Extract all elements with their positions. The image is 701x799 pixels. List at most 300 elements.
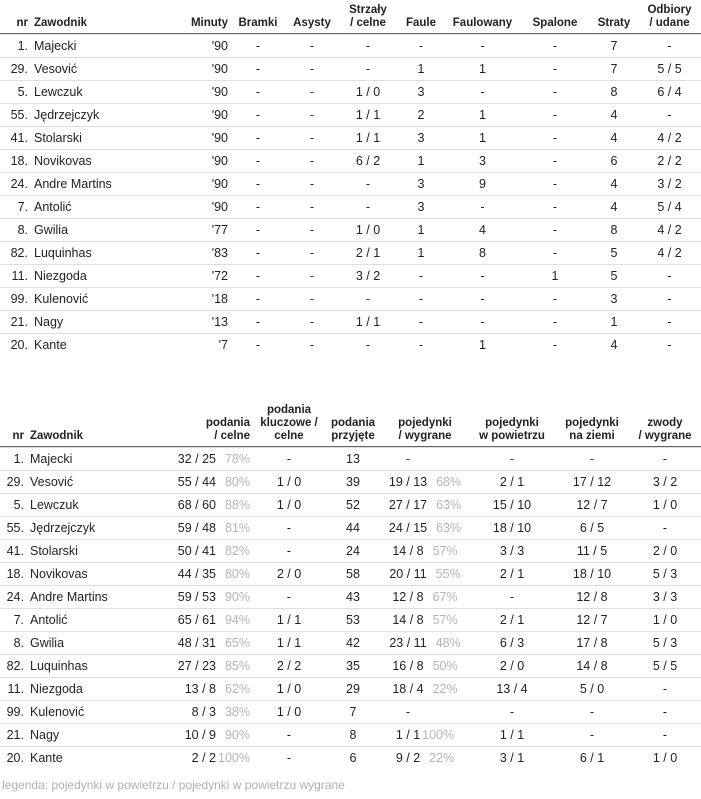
key-passes: 1 / 0 [253, 700, 325, 723]
offsides: - [520, 172, 590, 195]
table-row [0, 493, 701, 516]
tackles: 5 / 5 [638, 57, 701, 80]
ground-duels: 6 / 1 [555, 746, 629, 769]
passes [171, 746, 253, 769]
col-fouls: Faule [397, 4, 445, 34]
fouls: 3 [397, 126, 445, 149]
tackles: 5 / 4 [638, 195, 701, 218]
col-key-passes-line3: celne [274, 430, 304, 442]
player-name: Nagy [27, 723, 171, 746]
passes-percent: 38% [224, 705, 250, 719]
key-passes: - [253, 516, 325, 539]
assists: - [285, 333, 339, 356]
passes-value: 44 / 35 [177, 567, 216, 581]
row-nr: 20. [0, 333, 31, 356]
row-nr: 82. [0, 654, 27, 677]
assists: - [285, 172, 339, 195]
tackles: 3 / 2 [638, 172, 701, 195]
player-name: Novikovas [31, 149, 161, 172]
table-row [0, 126, 701, 149]
passes-received: 24 [325, 539, 381, 562]
row-nr: 11. [0, 264, 31, 287]
passes-value: 68 / 60 [177, 498, 216, 512]
duels-percent: 67% [432, 590, 458, 604]
table-row [0, 700, 701, 723]
duels-value: 1 / 1 [395, 728, 421, 742]
shots: 1 / 1 [339, 103, 397, 126]
col-dribbles-line2: / wygrane [638, 430, 692, 442]
aerial-duels: 3 / 1 [469, 746, 555, 769]
losses: 5 [590, 264, 638, 287]
duels-percent: 48% [435, 636, 461, 650]
goals: - [231, 172, 285, 195]
table-row [0, 562, 701, 585]
row-nr: 18. [0, 562, 27, 585]
passes-received: 8 [325, 723, 381, 746]
ground-duels: 12 / 7 [555, 608, 629, 631]
dribbles: 5 / 3 [629, 631, 701, 654]
dribbles: - [629, 723, 701, 746]
goals: - [231, 57, 285, 80]
tackles: - [638, 34, 701, 57]
fouled: 4 [445, 218, 520, 241]
shots: 6 / 2 [339, 149, 397, 172]
dribbles: 3 / 2 [629, 470, 701, 493]
col-goals: Bramki [231, 4, 285, 34]
assists: - [285, 287, 339, 310]
col-key-passes-line1: podania [266, 404, 312, 416]
passing-duels-body [0, 447, 701, 769]
table-row [0, 149, 701, 172]
dribbles: - [629, 516, 701, 539]
passes [171, 654, 253, 677]
key-passes: - [253, 585, 325, 608]
passes-percent: 85% [224, 659, 250, 673]
duels-percent: 100% [422, 728, 455, 742]
row-nr: 18. [0, 149, 31, 172]
fouls: 1 [397, 218, 445, 241]
fouled: - [445, 287, 520, 310]
assists: - [285, 149, 339, 172]
col-nr: nr [0, 404, 27, 447]
row-nr: 24. [0, 172, 31, 195]
duels [381, 493, 469, 516]
dribbles: 5 / 3 [629, 562, 701, 585]
row-nr: 21. [0, 723, 27, 746]
losses: 7 [590, 57, 638, 80]
player-name: Antolić [27, 608, 171, 631]
col-duels-line2: / wygrane [398, 430, 452, 442]
aerial-duels: 2 / 1 [469, 608, 555, 631]
passes-received: 53 [325, 608, 381, 631]
passes-value: 2 / 2 [191, 751, 216, 765]
passes-percent: 65% [224, 636, 250, 650]
passes-received: 44 [325, 516, 381, 539]
passes [171, 585, 253, 608]
col-aerial-line2: w powietrzu [479, 430, 545, 442]
key-passes: - [253, 723, 325, 746]
duels [381, 562, 469, 585]
assists: - [285, 264, 339, 287]
duels [381, 723, 469, 746]
passes [171, 516, 253, 539]
tackles: 4 / 2 [638, 241, 701, 264]
minutes: '90 [161, 126, 231, 149]
dribbles: 3 / 3 [629, 585, 701, 608]
minutes: '7 [161, 333, 231, 356]
aerial-duels: 3 / 3 [469, 539, 555, 562]
passes-received: 13 [325, 447, 381, 470]
losses: 6 [590, 149, 638, 172]
ground-duels: 12 / 8 [555, 585, 629, 608]
duels-value: 23 / 11 [389, 636, 427, 650]
fouled: - [445, 264, 520, 287]
assists: - [285, 241, 339, 264]
losses: 8 [590, 80, 638, 103]
assists: - [285, 34, 339, 57]
shots: 3 / 2 [339, 264, 397, 287]
fouls: - [397, 264, 445, 287]
table-row [0, 241, 701, 264]
passes-percent: 78% [224, 452, 250, 466]
col-duels [381, 404, 469, 447]
key-passes: 1 / 1 [253, 631, 325, 654]
goals: - [231, 149, 285, 172]
table-row [0, 310, 701, 333]
aerial-duels: - [469, 585, 555, 608]
assists: - [285, 218, 339, 241]
passes [171, 562, 253, 585]
row-nr: 1. [0, 34, 31, 57]
row-nr: 29. [0, 470, 27, 493]
player-name: Jędrzejczyk [27, 516, 171, 539]
passes-received: 6 [325, 746, 381, 769]
passes [171, 723, 253, 746]
table-row [0, 287, 701, 310]
duels [381, 539, 469, 562]
offsides: - [520, 126, 590, 149]
player-name: Majecki [31, 34, 161, 57]
shots: 1 / 0 [339, 80, 397, 103]
duels [381, 585, 469, 608]
shots: - [339, 195, 397, 218]
shots: - [339, 57, 397, 80]
duels [381, 608, 469, 631]
row-nr: 55. [0, 516, 27, 539]
tackles: - [638, 333, 701, 356]
player-name: Kulenović [27, 700, 171, 723]
table-row [0, 677, 701, 700]
duels [381, 746, 469, 769]
tackles: 4 / 2 [638, 126, 701, 149]
shots: 2 / 1 [339, 241, 397, 264]
player-name: Lewczuk [31, 80, 161, 103]
goals: - [231, 264, 285, 287]
passes [171, 493, 253, 516]
passes-percent: 80% [224, 475, 250, 489]
passes [171, 608, 253, 631]
duels-value: 18 / 4 [392, 682, 424, 696]
fouled: 1 [445, 103, 520, 126]
key-passes: 1 / 0 [253, 493, 325, 516]
duels [381, 700, 469, 723]
col-ground-line1: pojedynki [565, 417, 619, 429]
table-row [0, 333, 701, 356]
player-name: Niezgoda [31, 264, 161, 287]
duels [381, 516, 469, 539]
goals: - [231, 80, 285, 103]
shots: - [339, 333, 397, 356]
player-name: Majecki [27, 447, 171, 470]
col-tackles-line1: Odbiory [647, 4, 692, 16]
fouls: - [397, 333, 445, 356]
aerial-duels: - [469, 447, 555, 470]
player-name: Lewczuk [27, 493, 171, 516]
passes [171, 631, 253, 654]
passes-received: 52 [325, 493, 381, 516]
row-nr: 1. [0, 447, 27, 470]
shots: - [339, 287, 397, 310]
losses: 7 [590, 34, 638, 57]
passes-percent: 80% [224, 567, 250, 581]
player-name: Andre Martins [27, 585, 171, 608]
offsides: - [520, 80, 590, 103]
passes-value: 65 / 61 [177, 613, 216, 627]
duels-percent: 63% [436, 521, 462, 535]
goals: - [231, 218, 285, 241]
fouls: 3 [397, 195, 445, 218]
tackles: - [638, 103, 701, 126]
goals: - [231, 310, 285, 333]
passes-percent: 100% [218, 751, 250, 765]
duels-percent: 55% [435, 567, 461, 581]
row-nr: 7. [0, 195, 31, 218]
duels [381, 447, 469, 470]
col-nr: nr [0, 4, 31, 34]
offsides: - [520, 310, 590, 333]
col-passes-line1: podania [205, 417, 250, 429]
table-row [0, 631, 701, 654]
col-received [325, 404, 381, 447]
passes-received: 7 [325, 700, 381, 723]
row-nr: 11. [0, 677, 27, 700]
table-row [0, 172, 701, 195]
table-row [0, 470, 701, 493]
duels-percent: 22% [429, 751, 455, 765]
offsides: - [520, 103, 590, 126]
fouls: - [397, 34, 445, 57]
player-name: Vesović [31, 57, 161, 80]
fouled: - [445, 310, 520, 333]
match-stats-body [0, 34, 701, 356]
passes-percent: 62% [224, 682, 250, 696]
row-nr: 5. [0, 493, 27, 516]
player-name: Stolarski [27, 539, 171, 562]
ground-duels: 18 / 10 [555, 562, 629, 585]
fouled: 3 [445, 149, 520, 172]
col-tackles [638, 4, 701, 34]
player-name: Stolarski [31, 126, 161, 149]
ground-duels: - [555, 700, 629, 723]
losses: 1 [590, 310, 638, 333]
table-row [0, 218, 701, 241]
passes-value: 27 / 23 [177, 659, 216, 673]
player-name: Kulenović [31, 287, 161, 310]
offsides: - [520, 57, 590, 80]
col-key-passes [253, 404, 325, 447]
ground-duels: 14 / 8 [555, 654, 629, 677]
assists: - [285, 57, 339, 80]
minutes: '90 [161, 80, 231, 103]
dribbles: - [629, 447, 701, 470]
tackles: - [638, 264, 701, 287]
duels [381, 654, 469, 677]
fouls: 3 [397, 172, 445, 195]
col-passes [171, 404, 253, 447]
passes-value: 8 / 3 [191, 705, 216, 719]
player-name: Nagy [31, 310, 161, 333]
aerial-duels: 2 / 1 [469, 470, 555, 493]
key-passes: 2 / 0 [253, 562, 325, 585]
col-shots-line2: / celne [350, 17, 386, 29]
passes-value: 55 / 44 [177, 475, 216, 489]
table-row [0, 103, 701, 126]
passes-percent: 88% [224, 498, 250, 512]
shots: - [339, 172, 397, 195]
table-row [0, 447, 701, 470]
row-nr: 5. [0, 80, 31, 103]
passes-value: 10 / 9 [184, 728, 216, 742]
col-player: Zawodnik [27, 404, 171, 447]
fouled: 1 [445, 126, 520, 149]
table-row [0, 34, 701, 57]
passes-value: 32 / 25 [177, 452, 216, 466]
fouls: 1 [397, 241, 445, 264]
passes-percent: 90% [224, 728, 250, 742]
dribbles: 1 / 0 [629, 608, 701, 631]
row-nr: 20. [0, 746, 27, 769]
col-received-line2: przyjęte [331, 430, 375, 442]
duels-percent: 22% [432, 682, 458, 696]
passes-value: 13 / 8 [184, 682, 216, 696]
minutes: '90 [161, 149, 231, 172]
fouls: 1 [397, 149, 445, 172]
ground-duels: - [555, 723, 629, 746]
aerial-duels: 18 / 10 [469, 516, 555, 539]
minutes: '18 [161, 287, 231, 310]
row-nr: 55. [0, 103, 31, 126]
row-nr: 24. [0, 585, 27, 608]
losses: 4 [590, 126, 638, 149]
fouled: 8 [445, 241, 520, 264]
col-fouled: Faulowany [445, 4, 520, 34]
fouls: - [397, 310, 445, 333]
aerial-duels: 6 / 3 [469, 631, 555, 654]
col-offsides: Spalone [520, 4, 590, 34]
col-dribbles-line1: zwody [647, 417, 683, 429]
passes-value: 59 / 53 [177, 590, 216, 604]
losses: 4 [590, 103, 638, 126]
passes-received: 35 [325, 654, 381, 677]
row-nr: 99. [0, 700, 27, 723]
col-tackles-line2: / udane [649, 17, 690, 29]
losses: 4 [590, 333, 638, 356]
table-row [0, 516, 701, 539]
passes [171, 539, 253, 562]
passes-received: 29 [325, 677, 381, 700]
row-nr: 8. [0, 631, 27, 654]
key-passes: - [253, 447, 325, 470]
player-name: Jędrzejczyk [31, 103, 161, 126]
duels-percent: 57% [432, 544, 458, 558]
col-dribbles [629, 404, 701, 447]
aerial-duels: 13 / 4 [469, 677, 555, 700]
passes-percent: 81% [224, 521, 250, 535]
passes-value: 48 / 31 [177, 636, 216, 650]
fouls: - [397, 287, 445, 310]
aerial-duels: 15 / 10 [469, 493, 555, 516]
passes [171, 700, 253, 723]
assists: - [285, 195, 339, 218]
assists: - [285, 126, 339, 149]
assists: - [285, 310, 339, 333]
goals: - [231, 103, 285, 126]
shots: 1 / 1 [339, 126, 397, 149]
fouled: 1 [445, 57, 520, 80]
player-name: Gwilia [31, 218, 161, 241]
col-shots [339, 4, 397, 34]
duels-percent: 50% [432, 659, 458, 673]
offsides: - [520, 34, 590, 57]
row-nr: 41. [0, 126, 31, 149]
row-nr: 99. [0, 287, 31, 310]
goals: - [231, 34, 285, 57]
aerial-duels: 1 / 1 [469, 723, 555, 746]
duels-percent: 68% [436, 475, 462, 489]
player-name: Kante [31, 333, 161, 356]
table-row [0, 264, 701, 287]
duels-value: - [405, 705, 411, 719]
row-nr: 82. [0, 241, 31, 264]
tackles: - [638, 310, 701, 333]
key-passes: 2 / 2 [253, 654, 325, 677]
row-nr: 29. [0, 57, 31, 80]
losses: 3 [590, 287, 638, 310]
duels-value: 19 / 13 [388, 475, 428, 489]
table-row [0, 746, 701, 769]
passes-value: 59 / 48 [177, 521, 216, 535]
col-aerial-line1: pojedynki [485, 417, 539, 429]
ground-duels: 12 / 7 [555, 493, 629, 516]
goals: - [231, 195, 285, 218]
ground-duels: 5 / 0 [555, 677, 629, 700]
passes-percent: 82% [224, 544, 250, 558]
passes [171, 677, 253, 700]
col-duels-line1: pojedynki [398, 417, 452, 429]
offsides: - [520, 287, 590, 310]
goals: - [231, 241, 285, 264]
ground-duels: 17 / 8 [555, 631, 629, 654]
offsides: - [520, 218, 590, 241]
shots: 1 / 1 [339, 310, 397, 333]
table-row [0, 539, 701, 562]
offsides: - [520, 333, 590, 356]
losses: 4 [590, 172, 638, 195]
shots: 1 / 0 [339, 218, 397, 241]
minutes: '83 [161, 241, 231, 264]
player-name: Luquinhas [27, 654, 171, 677]
dribbles: - [629, 677, 701, 700]
